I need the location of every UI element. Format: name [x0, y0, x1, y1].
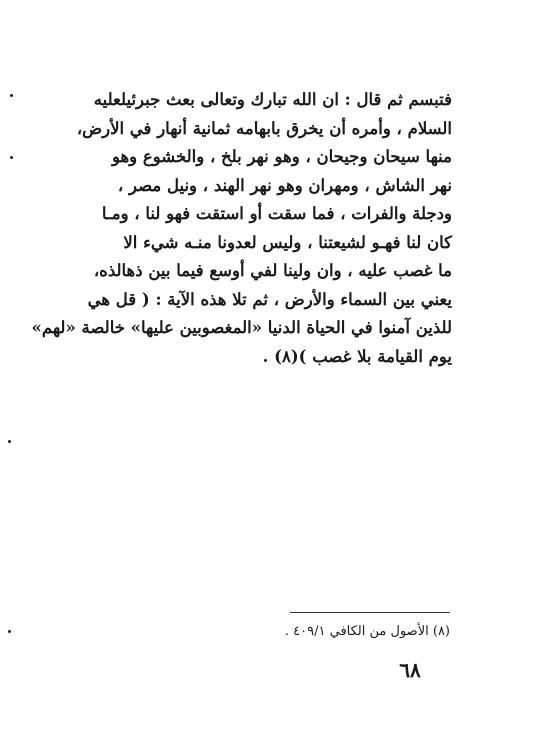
footnote: (٨) الأصول من الكافي ٤٠٩/١ . — [284, 624, 450, 639]
main-text-block — [31, 86, 452, 371]
text-line: كان لنا فهـو لشيعتنا ، وليس لعدونا منـه شيء الا — [123, 232, 452, 252]
margin-mark — [8, 440, 11, 443]
margin-mark — [10, 94, 13, 97]
text-line: فتبسم ثم قال : ان الله تبارك وتعالى بعث جبرئيلعليه — [93, 90, 452, 109]
margin-mark — [8, 630, 11, 633]
margin-mark — [10, 156, 13, 159]
page-number: ٦٨ — [399, 658, 421, 682]
text-line: يوم القيامة بلا غصب )(٨) . — [262, 346, 452, 366]
text-line: السلام ، وأمره أن يخرق بابهامه ثمانية أنهار في الأرض، — [76, 118, 452, 138]
text-line: للذين آمنوا في الحياة الدنيا «المغصوبين عليها» خالصة «لهم» — [31, 318, 452, 337]
text-line: ودجلة والفرات ، فما سقت أو استقت فهو لنا ، ومـا — [101, 204, 452, 223]
text-line: ما غصب عليه ، وان ولينا لفي أوسع فيما بين ذهالذه، — [93, 261, 452, 280]
footnote-divider — [290, 612, 450, 613]
text-line: منها سيحان وجيحان ، وهو نهر بلخ ، والخشوع وهو — [111, 147, 452, 166]
text-line: يعني بين السماء والأرض ، ثم تلا هذه الآية : ( قل هي — [87, 289, 452, 309]
text-line: نهر الشاش ، ومهران وهو نهر الهند ، ونيل مصر ، — [117, 175, 452, 195]
